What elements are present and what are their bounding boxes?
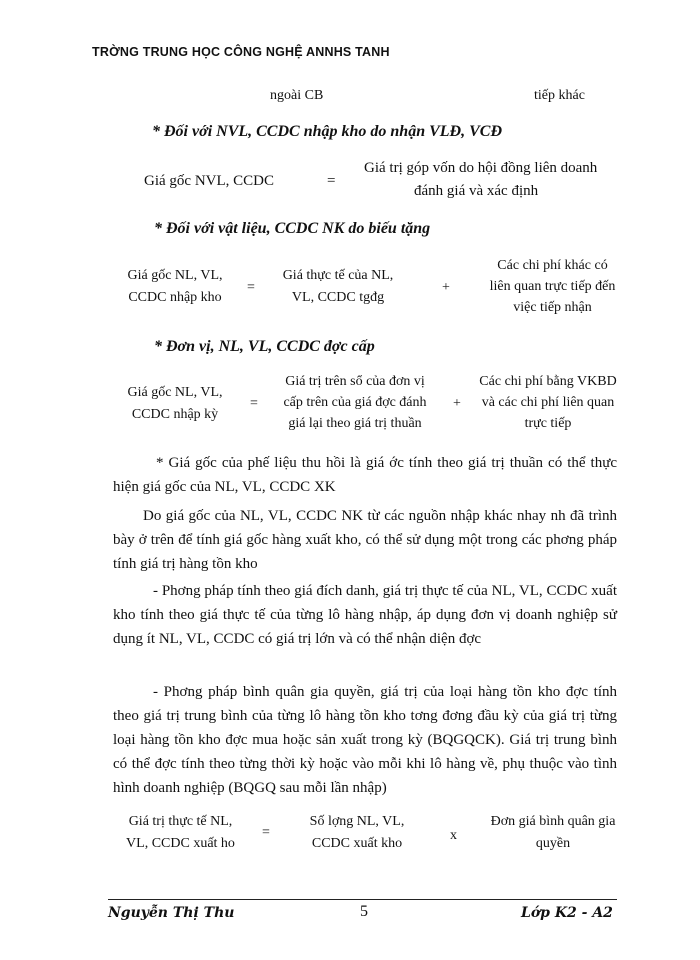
formula3-col1-line1: Giá gốc NL, VL, [127, 385, 223, 400]
section-heading-2: * Đối với vật liệu, CCDC NK do biếu tặng [154, 220, 431, 237]
formula3-col1-line2: CCDC nhập kỳ [131, 407, 219, 422]
formula4-col2-line2: CCDC xuất kho [311, 836, 403, 851]
formula2-col2-line2: VL, CCDC tgđg [291, 290, 385, 305]
paragraph-specific-identification: - Phơng pháp tính theo giá đích danh, giá trị thực tế của NL, VL, CCDC xuất kho tính theo giá thực tế của từng lô hàng nhập, áp dụng đơn vị doanh nghiệp sử dụng ít NL, VL, CCDC có giá trị lớn và có thể nhận diện đợc [113, 583, 617, 647]
formula4-col1-line2: VL, CCDC xuất ho [126, 836, 235, 851]
section-heading-1: * Đối với NVL, CCDC nhập kho do nhận VLĐ, VCĐ [152, 123, 502, 140]
formula3-col2-line2: cấp trên của giá đợc đánh [283, 395, 427, 410]
formula2-col3-line3: việc tiếp nhận [513, 300, 592, 315]
page-header: TRỜNG TRUNG HỌC CÔNG NGHỆ ANNHS TANH [92, 45, 390, 59]
formula2-operator-equals: = [247, 280, 255, 295]
formula3-col3-line1: Các chi phí bằng VKBD [479, 374, 617, 389]
formula1-right-line2: đánh giá và xác định [414, 183, 539, 199]
paragraph-scrap-value: * Giá gốc của phế liệu thu hồi là giá ớc tính theo giá trị thuần có thể thực hiện giá gốc của NL, VL, CCDC XK [113, 455, 617, 495]
paragraph-methods-intro: Do giá gốc của NL, VL, CCDC NK từ các nguồn nhập khác nhay nh đã trình bày ở trên để tính giá gốc hàng xuất kho, có thể sử dụng một trong các phơng pháp tính giá trị hàng tồn kho [113, 508, 617, 572]
formula4-col3-line2: quyền [535, 836, 571, 851]
fragment-right: tiếp khác [534, 88, 585, 103]
paragraph-weighted-average: - Phơng pháp bình quân gia quyền, giá trị của loại hàng tồn kho đợc tính theo giá trị trung bình của từng lô hàng tồn kho tơng đơng đầu kỳ của giá trị từng loại hàng tồn kho đợc mua hoặc sản xuất trong kỳ (BQGQCK). Giá trị trung bình có thể đợc tính theo từng thời kỳ hoặc vào mỗi khi lô hàng về, phụ thuộc vào tình hình doanh nghiệp (BQGQ sau mỗi lần nhập) [113, 684, 617, 796]
section-heading-3: * Đơn vị, NL, VL, CCDC đợc cấp [154, 338, 375, 355]
formula3-operator-plus: + [453, 396, 461, 411]
formula3-col2-line3: giá lại theo giá trị thuần [288, 416, 422, 431]
formula2-col1-line1: Giá gốc NL, VL, [127, 268, 223, 283]
formula2-operator-plus: + [442, 280, 450, 295]
fragment-left: ngoài CB [270, 88, 324, 103]
formula4-operator-times: x [450, 828, 457, 843]
formula1-operator: = [327, 173, 336, 189]
formula1-right-line1: Giá trị góp vốn do hội đồng liên doanh [364, 160, 598, 176]
formula3-operator-equals: = [250, 396, 258, 411]
formula4-operator-equals: = [262, 825, 270, 840]
footer-class: Lớp K2 - A2 [521, 905, 613, 921]
formula2-col1-line2: CCDC nhập kho [128, 290, 222, 305]
formula3-col3-line2: và các chi phí liên quan [481, 395, 615, 410]
formula4-col1-line1: Giá trị thực tế NL, [128, 814, 233, 829]
page-number: 5 [360, 903, 368, 920]
formula2-col2-line1: Giá thực tế của NL, [282, 268, 394, 283]
formula2-col3-line2: liên quan trực tiếp đến [489, 279, 616, 294]
formula3-col2-line1: Giá trị trên sổ của đơn vị [285, 374, 425, 389]
formula1-left: Giá gốc NVL, CCDC [144, 173, 274, 189]
formula2-col3-line1: Các chi phí khác có [497, 258, 608, 273]
footer-divider [108, 899, 617, 900]
formula4-col3-line1: Đơn giá bình quân gia [490, 814, 616, 829]
formula4-col2-line1: Số lợng NL, VL, [309, 814, 405, 829]
formula3-col3-line3: trực tiếp [524, 416, 572, 431]
footer-author: Nguyễn Thị Thu [108, 905, 235, 921]
